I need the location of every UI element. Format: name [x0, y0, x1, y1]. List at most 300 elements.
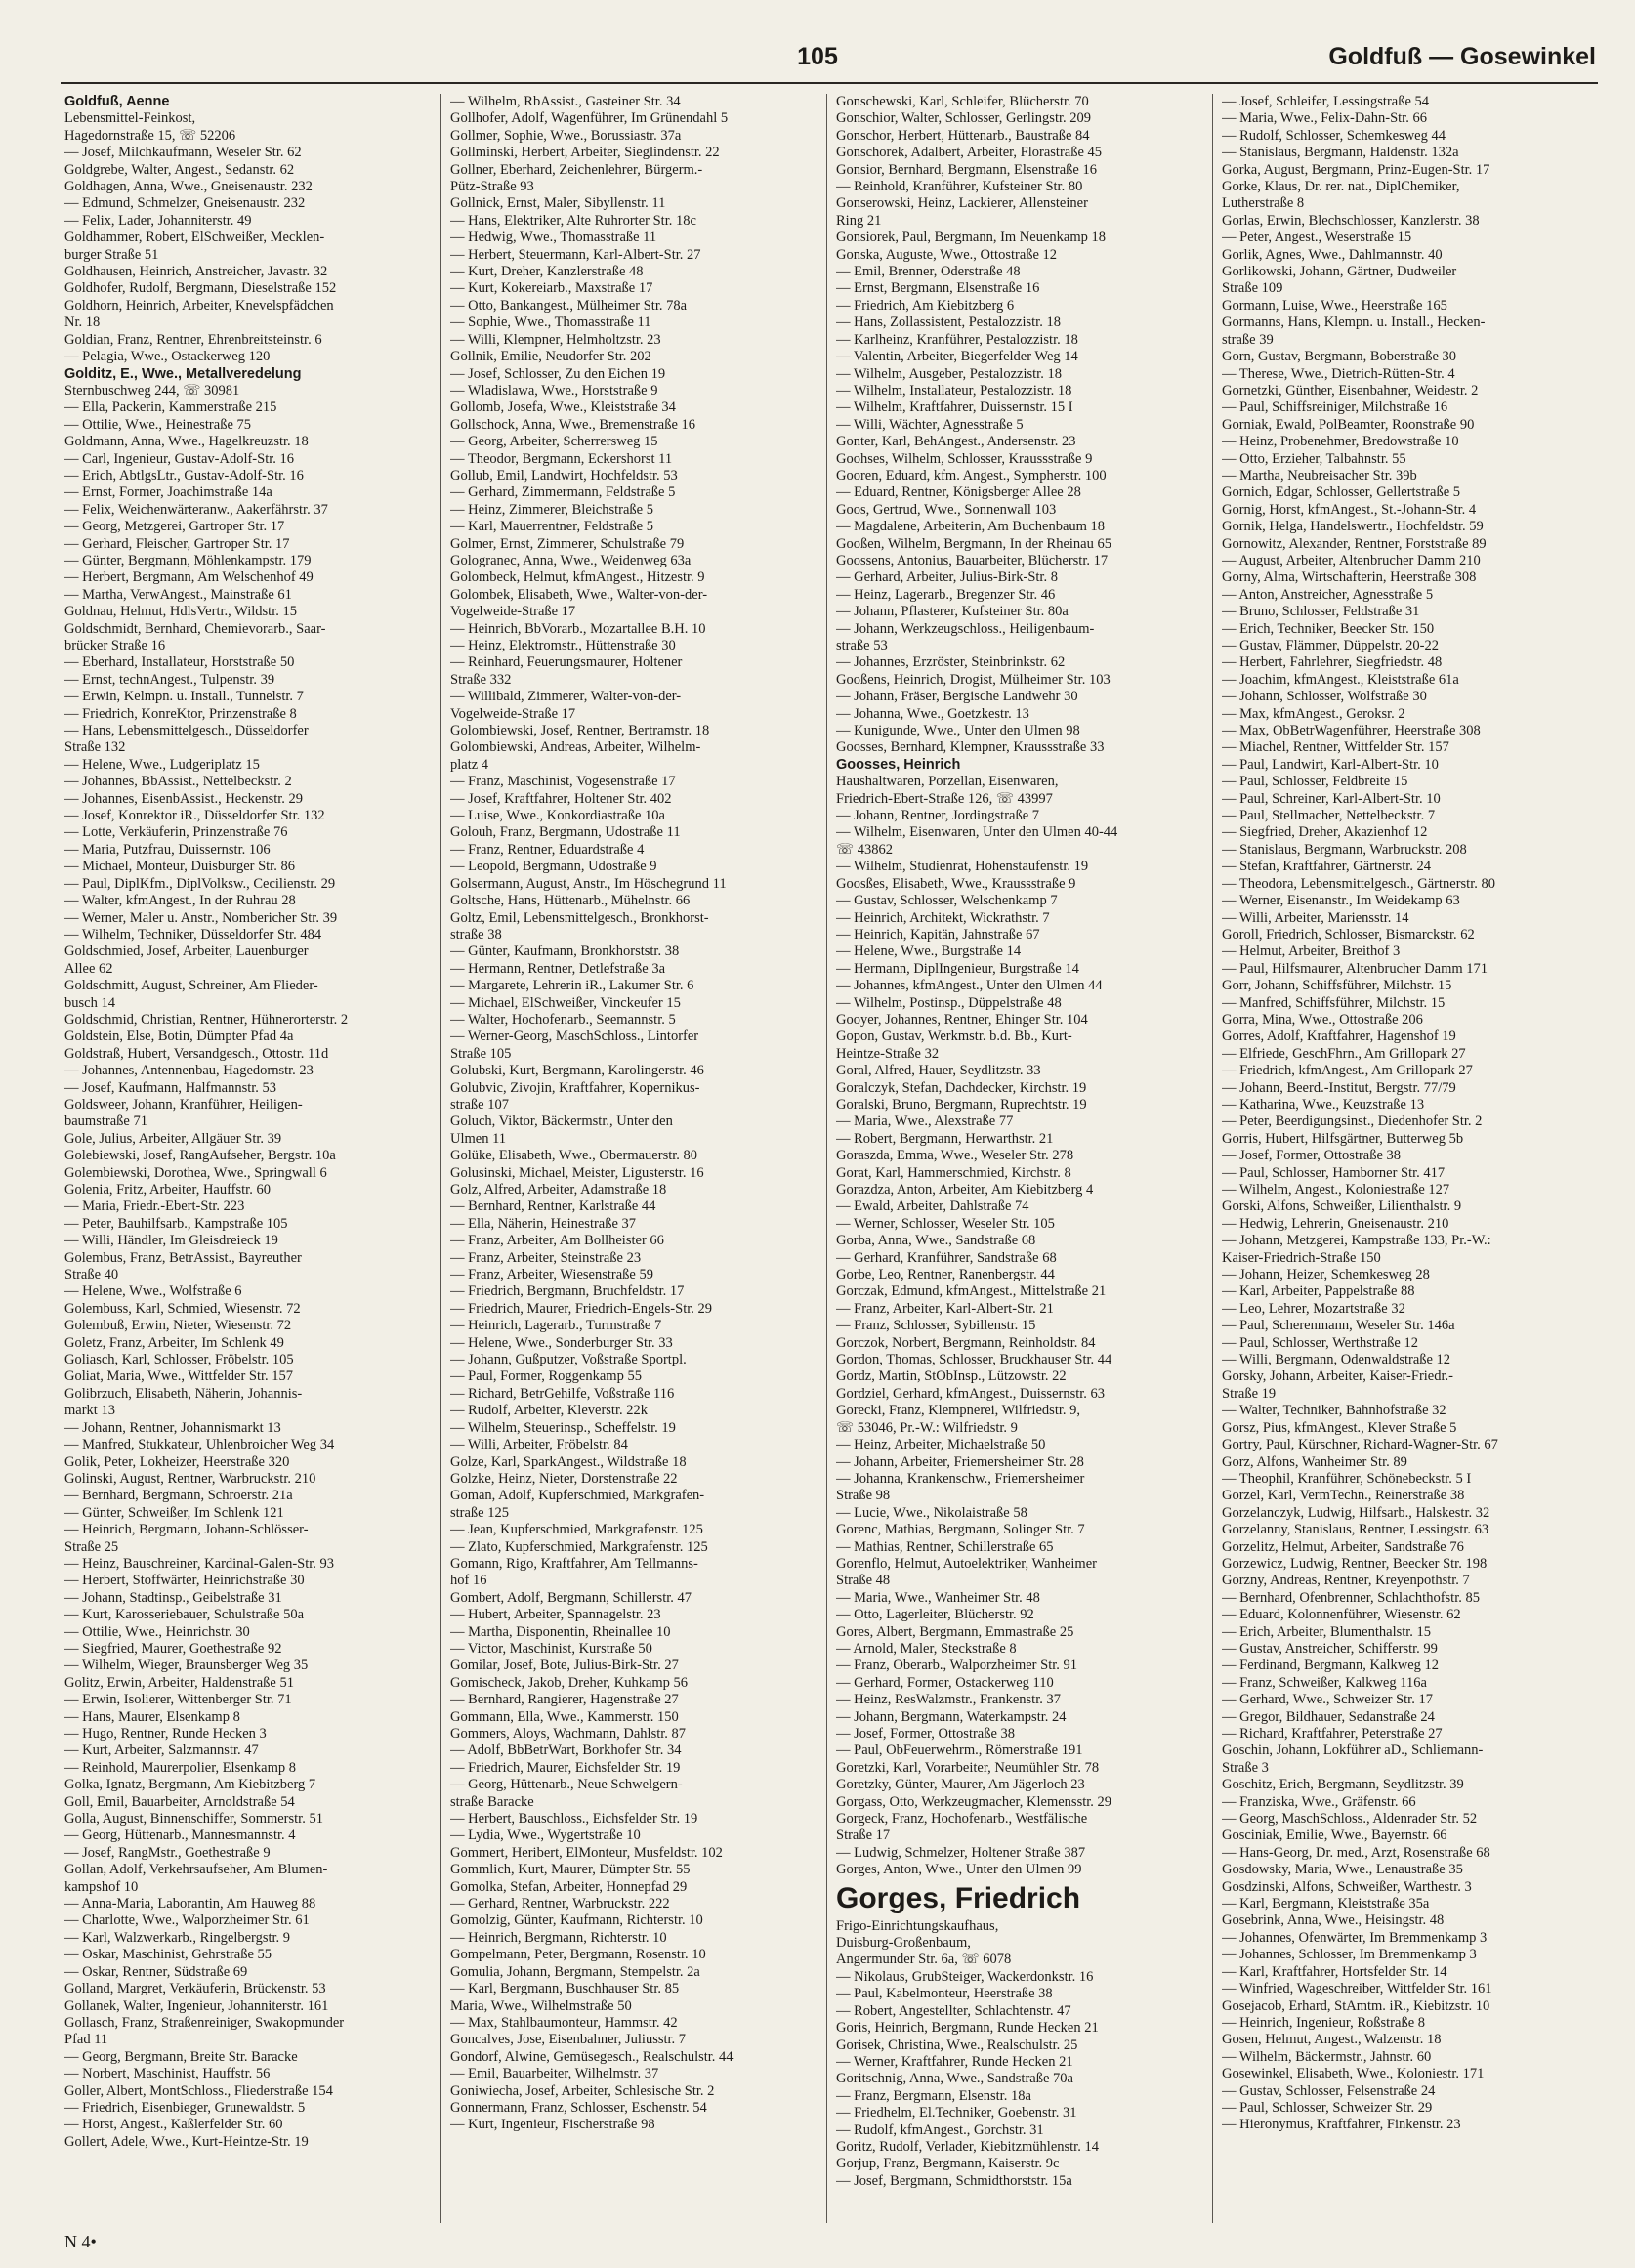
directory-entry: straße 39 — [1222, 331, 1274, 348]
directory-entry: burger Straße 51 — [64, 246, 159, 263]
directory-entry: Goliasch, Karl, Schlosser, Fröbelstr. 105 — [64, 1352, 294, 1368]
directory-entry: Gornik, Helga, Handelswertr., Hochfeldstr. 59 — [1222, 519, 1484, 535]
directory-entry: Vogelweide-Straße 17 — [450, 705, 576, 722]
directory-entry: Gorzelitz, Helmut, Arbeiter, Sandstraße 76 — [1222, 1538, 1464, 1555]
directory-entry: — Wilhelm, RbAssist., Gasteiner Str. 34 — [450, 94, 681, 109]
directory-entry: — Johann, Rentner, Jordingstraße 7 — [836, 808, 1040, 824]
directory-entry: — Heinz, Bauschreiner, Kardinal-Galen-Str. 93 — [64, 1555, 335, 1572]
directory-entry: — Eduard, Kolonnenführer, Wiesenstr. 62 — [1222, 1607, 1461, 1623]
directory-entry: — Gustav, Anstreicher, Schifferstr. 99 — [1222, 1640, 1438, 1657]
directory-entry: Golusinski, Michael, Meister, Ligusterstr. 16 — [450, 1164, 704, 1181]
column-3 — [826, 94, 1212, 2223]
directory-entry: — Michael, Monteur, Duisburger Str. 86 — [64, 859, 295, 875]
directory-entry: — Emil, Bauarbeiter, Wilhelmstr. 37 — [450, 2066, 659, 2082]
directory-entry: — Franziska, Wwe., Gräfenstr. 66 — [1222, 1793, 1416, 1810]
directory-entry: — Paul, Stellmacher, Nettelbeckstr. 7 — [1222, 808, 1436, 824]
directory-entry: — Max, kfmAngest., Geroksr. 2 — [1222, 705, 1405, 722]
directory-entry: Golz, Alfred, Arbeiter, Adamstraße 18 — [450, 1182, 667, 1197]
directory-entry: — Stefan, Kraftfahrer, Gärtnerstr. 24 — [1222, 859, 1432, 875]
directory-entry: — Hedwig, Wwe., Thomasstraße 11 — [450, 230, 657, 246]
directory-entry: Gorenflo, Helmut, Autoelektriker, Wanheimer — [836, 1555, 1097, 1572]
directory-entry: Straße 3 — [1222, 1759, 1269, 1776]
directory-entry: — Gustav, Schlosser, Felsenstraße 24 — [1222, 2082, 1436, 2099]
directory-entry: — Georg, Metzgerei, Gartroper Str. 17 — [64, 519, 285, 535]
directory-entry: — Paul, Schlosser, Werthstraße 12 — [1222, 1334, 1418, 1351]
directory-entry: Golombiewski, Josef, Rentner, Bertramstr. 18 — [450, 723, 710, 739]
directory-entry: — Miachel, Rentner, Wittfelder Str. 157 — [1222, 739, 1449, 756]
directory-entry: — Gregor, Bildhauer, Sedanstraße 24 — [1222, 1708, 1435, 1725]
directory-entry: — Bernhard, Ofenbrenner, Schlachthofstr. 85 — [1222, 1589, 1480, 1606]
directory-entry: — Bernhard, Bergmann, Schroerstr. 21a — [64, 1488, 293, 1504]
directory-entry: — Anton, Anstreicher, Agnesstraße 5 — [1222, 586, 1434, 603]
directory-entry: — Heinz, Elektromstr., Hüttenstraße 30 — [450, 638, 676, 653]
directory-entry: — Walter, Hochofenarb., Seemannstr. 5 — [450, 1011, 676, 1028]
directory-entry: markt 13 — [64, 1403, 115, 1419]
directory-entry: Goralski, Bruno, Bergmann, Ruprechtstr. 19 — [836, 1096, 1087, 1113]
directory-entry: straße 107 — [450, 1096, 509, 1113]
directory-entry: — Ernst, Former, Joachimstraße 14a — [64, 484, 272, 501]
directory-entry: Straße 105 — [450, 1045, 512, 1062]
directory-entry: Gorgass, Otto, Werkzeugmacher, Klemensstr. 29 — [836, 1793, 1112, 1810]
directory-entry: — Wilhelm, Ausgeber, Pestalozzistr. 18 — [836, 365, 1062, 382]
directory-entry: — Helene, Wwe., Burgstraße 14 — [836, 944, 1022, 960]
directory-entry: Goldmann, Anna, Wwe., Hagelkreuzstr. 18 — [64, 434, 309, 450]
directory-entry: Gosewinkel, Elisabeth, Wwe., Koloniestr. 171 — [1222, 2066, 1485, 2082]
directory-entry: Gosciniak, Emilie, Wwe., Bayernstr. 66 — [1222, 1827, 1447, 1844]
directory-entry: Gordz, Martin, StObInsp., Lützowstr. 22 — [836, 1368, 1067, 1385]
directory-entry: Gosebrink, Anna, Wwe., Heisingstr. 48 — [1222, 1912, 1445, 1929]
directory-entry: Gonserowski, Heinz, Lackierer, Allensteiner — [836, 195, 1088, 212]
directory-entry: — Hans, Elektriker, Alte Ruhrorter Str. 18c — [450, 212, 696, 229]
directory-entry: — Arnold, Maler, Steckstraße 8 — [836, 1640, 1017, 1657]
directory-entry: Straße 17 — [836, 1827, 891, 1844]
directory-entry: Goldhofer, Rudolf, Bergmann, Dieselstraße 152 — [64, 280, 337, 297]
directory-entry: — Ella, Näherin, Heinestraße 37 — [450, 1215, 637, 1232]
directory-entry: brücker Straße 16 — [64, 638, 166, 653]
directory-entry: — Wilhelm, Steuerinsp., Scheffelstr. 19 — [450, 1419, 676, 1436]
directory-entry: Straße 109 — [1222, 280, 1283, 297]
directory-entry: — Michael, ElSchweißer, Vinckeufer 15 — [450, 994, 681, 1011]
directory-entry: Gorsz, Pius, kfmAngest., Klever Straße 5 — [1222, 1419, 1457, 1436]
directory-entry: — Willi, Arbeiter, Mariensstr. 14 — [1222, 909, 1409, 926]
directory-entry: Gollnik, Emilie, Neudorfer Str. 202 — [450, 349, 651, 365]
directory-entry: Gomischeck, Jakob, Dreher, Kuhkamp 56 — [450, 1674, 689, 1691]
directory-entry: — Friedrich, Am Kiebitzberg 6 — [836, 297, 1015, 314]
directory-entry: — Paul, Kabelmonteur, Heerstraße 38 — [836, 1986, 1053, 2002]
directory-entry: — Erich, Arbeiter, Blumenthalstr. 15 — [1222, 1623, 1432, 1640]
directory-entry: — Max, Stahlbaumonteur, Hammstr. 42 — [450, 2014, 678, 2031]
directory-entry: — Lucie, Wwe., Nikolaistraße 58 — [836, 1504, 1027, 1521]
directory-entry: Gollasch, Franz, Straßenreiniger, Swakopmunder — [64, 2014, 345, 2031]
directory-entry: Gomolzig, Günter, Kaufmann, Richterstr. 10 — [450, 1912, 703, 1929]
directory-entry: — Wilhelm, Installateur, Pestalozzistr. 18 — [836, 382, 1072, 399]
directory-entry: — Winfried, Wageschreiber, Wittfelder Str. 161 — [1222, 1981, 1492, 1997]
directory-entry: — Johannes, Ofenwärter, Im Bremmenkamp 3 — [1222, 1929, 1488, 1946]
directory-entry: — Willi, Klempner, Helmholtzstr. 23 — [450, 331, 661, 348]
directory-entry: — Martha, Disponentin, Rheinallee 10 — [450, 1623, 671, 1640]
directory-entry: — Lotte, Verkäuferin, Prinzenstraße 76 — [64, 824, 288, 841]
directory-entry: — Johannes, BbAssist., Nettelbeckstr. 2 — [64, 774, 292, 790]
directory-entry: — Friedrich, kfmAngest., Am Grillopark 27 — [1222, 1063, 1473, 1079]
directory-entry: — Felix, Weichenwärteranw., Aakerfährstr. 37 — [64, 501, 328, 518]
directory-entry: Gomilar, Josef, Bote, Julius-Birk-Str. 27 — [450, 1658, 679, 1674]
directory-entry: Gordon, Thomas, Schlosser, Bruckhauser Str. 44 — [836, 1352, 1112, 1368]
directory-entry: — Peter, Bauhilfsarb., Kampstraße 105 — [64, 1215, 288, 1232]
directory-entry: — Maria, Wwe., Felix-Dahn-Str. 66 — [1222, 110, 1427, 127]
directory-entry: Golzke, Heinz, Nieter, Dorstenstraße 22 — [450, 1470, 678, 1487]
directory-entry: — Peter, Angest., Weserstraße 15 — [1222, 230, 1412, 246]
directory-entry: — Werner, Maler u. Anstr., Nombericher Str. 39 — [64, 909, 338, 926]
directory-entry: Friedrich-Ebert-Straße 126, ☏ 43997 — [836, 790, 1053, 807]
directory-entry: — Josef, Kaufmann, Halfmannstr. 53 — [64, 1079, 277, 1096]
directory-entry: — Friedhelm, El.Techniker, Goebenstr. 31 — [836, 2105, 1077, 2121]
directory-entry: — Hermann, Rentner, Detlefstraße 3a — [450, 960, 666, 977]
directory-entry: straße 125 — [450, 1504, 509, 1521]
directory-entry: Golubvic, Zivojin, Kraftfahrer, Kopernikus- — [450, 1079, 700, 1096]
directory-entry: — Rudolf, Arbeiter, Kleverstr. 22k — [450, 1403, 648, 1419]
directory-entry: — Paul, Landwirt, Karl-Albert-Str. 10 — [1222, 756, 1439, 773]
directory-entry: Gollanek, Walter, Ingenieur, Johanniterstr. 161 — [64, 1997, 329, 2014]
directory-entry: — Ludwig, Schmelzer, Holtener Straße 387 — [836, 1844, 1086, 1861]
directory-entry: — Kurt, Ingenieur, Fischerstraße 98 — [450, 2117, 655, 2133]
directory-entry: — Paul, ObFeuerwehrm., Römerstraße 191 — [836, 1743, 1083, 1759]
directory-entry: Straße 132 — [64, 739, 126, 756]
directory-entry: Gonnermann, Franz, Schlosser, Eschenstr. 54 — [450, 2099, 707, 2116]
directory-entry: — Victor, Maschinist, Kurstraße 50 — [450, 1640, 652, 1657]
directory-entry: — Eberhard, Installateur, Horststraße 50 — [64, 654, 295, 671]
directory-entry: Gorecki, Franz, Klempnerei, Wilfriedstr. 9, — [836, 1403, 1081, 1419]
directory-entry: Goldschmid, Christian, Rentner, Hühnerorterstr. 2 — [64, 1011, 349, 1028]
directory-entry: — Hedwig, Lehrerin, Gneisenaustr. 210 — [1222, 1215, 1449, 1232]
directory-entry: Gorlikowski, Johann, Gärtner, Dudweiler — [1222, 264, 1457, 280]
directory-entry: — Herbert, Bergmann, Am Welschenhof 49 — [64, 569, 314, 586]
directory-entry: Gosejacob, Erhard, StAmtm. iR., Kiebitzstr. 10 — [1222, 1997, 1490, 2014]
directory-entry: Golebiewski, Josef, RangAufseher, Bergstr. 10a — [64, 1148, 336, 1164]
directory-entry: — Karlheinz, Kranführer, Pestalozzistr. 18 — [836, 331, 1078, 348]
directory-entry: straße Baracke — [450, 1793, 534, 1810]
directory-entry: — Wladislawa, Wwe., Horststraße 9 — [450, 382, 658, 399]
directory-entry: — Georg, Hüttenarb., Mannesmannstr. 4 — [64, 1827, 296, 1844]
directory-entry: Gomann, Rigo, Kraftfahrer, Am Tellmanns- — [450, 1555, 698, 1572]
directory-entry: — Heinz, ResWalzmstr., Frankenstr. 37 — [836, 1692, 1061, 1708]
directory-entry: — Johann, Heizer, Schemkesweg 28 — [1222, 1267, 1430, 1283]
directory-entry: — Wilhelm, Postinsp., Düppelstraße 48 — [836, 994, 1062, 1011]
directory-entry: — Helene, Wwe., Sonderburger Str. 33 — [450, 1334, 673, 1351]
directory-entry: straße 53 — [836, 638, 888, 653]
directory-entry: — Willi, Bergmann, Odenwaldstraße 12 — [1222, 1352, 1451, 1368]
directory-entry: Gorges, Anton, Wwe., Unter den Ulmen 99 — [836, 1862, 1082, 1878]
directory-entry: Gomolka, Stefan, Arbeiter, Honnepfad 29 — [450, 1878, 688, 1895]
directory-entry: Gorski, Alfons, Schweißer, Lilienthalstr. 9 — [1222, 1198, 1462, 1215]
directory-entry: — Günter, Schweißer, Im Schlenk 121 — [64, 1504, 284, 1521]
directory-entry: Gornig, Horst, kfmAngest., St.-Johann-Str. 4 — [1222, 501, 1477, 518]
directory-entry: Frigo-Einrichtungskaufhaus, — [836, 1917, 999, 1934]
directory-entry: Angermunder Str. 6a, ☏ 6078 — [836, 1952, 1012, 1968]
directory-entry: Gorny, Alma, Wirtschafterin, Heerstraße 308 — [1222, 569, 1477, 586]
directory-entry: Gorbe, Leo, Rentner, Ranenbergstr. 44 — [836, 1267, 1055, 1283]
directory-entry: — Georg, MaschSchloss., Aldenrader Str. 52 — [1222, 1811, 1478, 1827]
directory-entry: — Bernhard, Rangierer, Hagenstraße 27 — [450, 1692, 679, 1708]
directory-entry: — Johannes, EisenbAssist., Heckenstr. 29 — [64, 790, 304, 807]
directory-entry: — Ewald, Arbeiter, Dahlstraße 74 — [836, 1198, 1029, 1215]
directory-entry: — Josef, Kraftfahrer, Holtener Str. 402 — [450, 790, 672, 807]
directory-entry: Gomulia, Johann, Bergmann, Stempelstr. 2a — [450, 1963, 700, 1980]
directory-entry: busch 14 — [64, 994, 115, 1011]
directory-entry: Gollmer, Sophie, Wwe., Borussiastr. 37a — [450, 127, 682, 144]
directory-entry: Gorka, August, Bergmann, Prinz-Eugen-Str. 17 — [1222, 161, 1490, 178]
directory-entry: Gonschorek, Adalbert, Arbeiter, Florastraße 45 — [836, 145, 1103, 161]
directory-entry: — Paul, Schlosser, Schweizer Str. 29 — [1222, 2099, 1433, 2116]
directory-entry: — Kurt, Karosseriebauer, Schulstraße 50a — [64, 1607, 305, 1623]
directory-entry: — Werner-Georg, MaschSchloss., Lintorfer — [450, 1029, 699, 1045]
directory-entry: Golik, Peter, Lokheizer, Heerstraße 320 — [64, 1453, 290, 1470]
directory-entry: Goldhagen, Anna, Wwe., Gneisenaustr. 232 — [64, 179, 313, 195]
directory-entry: Golibrzuch, Elisabeth, Näherin, Johannis- — [64, 1385, 303, 1402]
directory-entry: Golka, Ignatz, Bergmann, Am Kiebitzberg 7 — [64, 1777, 316, 1793]
directory-entry: Goroll, Friedrich, Schlosser, Bismarckstr. 62 — [1222, 926, 1475, 943]
directory-entry: Gosdzinski, Alfons, Schweißer, Warthestr. 3 — [1222, 1878, 1472, 1895]
directory-entry: Goncalves, Jose, Eisenbahner, Juliusstr. 7 — [450, 2032, 687, 2048]
directory-entry: — Günter, Kaufmann, Bronkhorststr. 38 — [450, 944, 680, 960]
directory-entry: ☏ 43862 — [836, 841, 894, 858]
directory-entry: — Magdalene, Arbeiterin, Am Buchenbaum 18 — [836, 519, 1106, 535]
directory-entry: — Manfred, Stukkateur, Uhlenbroicher Weg 34 — [64, 1437, 335, 1453]
directory-entry: Gorat, Karl, Hammerschmied, Kirchstr. 8 — [836, 1164, 1071, 1181]
directory-entry: — Zlato, Kupferschmied, Markgrafenstr. 125 — [450, 1538, 708, 1555]
directory-entry: — Theodora, Lebensmittelgesch., Gärtnerstr. 80 — [1222, 875, 1495, 892]
directory-entry: Gooßen, Wilhelm, Bergmann, In der Rheinau 65 — [836, 535, 1111, 552]
directory-entry: — Gerhard, Kranführer, Sandstraße 68 — [836, 1249, 1057, 1266]
directory-entry: — Erwin, Kelmpn. u. Install., Tunnelstr. 7 — [64, 689, 304, 705]
directory-entry: — Gustav, Flämmer, Düppelstr. 20-22 — [1222, 638, 1439, 653]
directory-entry: — Bernhard, Rentner, Karlstraße 44 — [450, 1198, 656, 1215]
directory-entry: — Gerhard, Zimmermann, Feldstraße 5 — [450, 484, 676, 501]
directory-entry: — Wilhelm, Angest., Koloniestraße 127 — [1222, 1182, 1450, 1197]
directory-entry: — Heinrich, Architekt, Wickrathstr. 7 — [836, 909, 1050, 926]
directory-entry: — Werner, Eisenanstr., Im Weidekamp 63 — [1222, 893, 1460, 909]
directory-entry: Sternbuschweg 244, ☏ 30981 — [64, 382, 240, 399]
directory-entry: — Eduard, Rentner, Königsberger Allee 28 — [836, 484, 1081, 501]
directory-entry: — Gerhard, Arbeiter, Julius-Birk-Str. 8 — [836, 569, 1058, 586]
directory-entry: Gorisek, Christina, Wwe., Realschulstr. 25 — [836, 2037, 1078, 2053]
directory-entry: Goritz, Rudolf, Verlader, Kiebitzmühlenstr. 14 — [836, 2138, 1099, 2155]
directory-entry: Goldhausen, Heinrich, Anstreicher, Javastr. 32 — [64, 264, 328, 280]
directory-entry: Ring 21 — [836, 212, 882, 229]
directory-entry: Golüke, Elisabeth, Wwe., Obermauerstr. 80 — [450, 1148, 698, 1164]
directory-entry: — Kurt, Arbeiter, Salzmannstr. 47 — [64, 1743, 259, 1759]
directory-entry: Goldian, Franz, Rentner, Ehrenbreitsteinstr. 6 — [64, 331, 322, 348]
directory-entry: — Erich, AbtlgsLtr., Gustav-Adolf-Str. 16 — [64, 467, 304, 483]
directory-entry: — Ernst, technAngest., Tulpenstr. 39 — [64, 671, 275, 688]
directory-entry: Goossens, Antonius, Bauarbeiter, Blücherstr. 17 — [836, 552, 1109, 568]
directory-entry: — Valentin, Arbeiter, Biegerfelder Weg 14 — [836, 349, 1078, 365]
directory-entry: Gorazdza, Anton, Arbeiter, Am Kiebitzberg 4 — [836, 1182, 1094, 1197]
directory-entry: Straße 19 — [1222, 1385, 1277, 1402]
directory-entry: — Wilhelm, Techniker, Düsseldorfer Str. 484 — [64, 926, 322, 943]
directory-entry: Gorris, Hubert, Hilfsgärtner, Butterweg 5b — [1222, 1130, 1464, 1147]
directory-entry: — Friedrich, Eisenbieger, Grunewaldstr. 5 — [64, 2099, 306, 2116]
directory-entry: — Herbert, Bauschloss., Eichsfelder Str. 19 — [450, 1811, 698, 1827]
directory-entry: — Paul, Scherenmann, Weseler Str. 146a — [1222, 1318, 1455, 1334]
directory-entry: — Katharina, Wwe., Keuzstraße 13 — [1222, 1096, 1425, 1113]
directory-entry: Goos, Gertrud, Wwe., Sonnenwall 103 — [836, 501, 1057, 518]
directory-entry: Gooßens, Heinrich, Drogist, Mülheimer Str. 103 — [836, 671, 1111, 688]
directory-entry: — Theophil, Kranführer, Schönebeckstr. 5 I — [1222, 1470, 1472, 1487]
directory-entry: — Oskar, Rentner, Südstraße 69 — [64, 1963, 248, 1980]
directory-entry: Goldhammer, Robert, ElSchweißer, Mecklen- — [64, 230, 325, 246]
header-rule — [61, 82, 1598, 84]
directory-entry: Ulmen 11 — [450, 1130, 507, 1147]
directory-entry: — Johanna, Krankenschw., Friemersheimer — [836, 1470, 1085, 1487]
directory-entry: Straße 98 — [836, 1488, 891, 1504]
directory-entry: Goretzki, Karl, Vorarbeiter, Neumühler Str. 78 — [836, 1759, 1100, 1776]
directory-entry: — Manfred, Schiffsführer, Milchstr. 15 — [1222, 994, 1446, 1011]
directory-entry: Goldsweer, Johann, Kranführer, Heiligen- — [64, 1096, 303, 1113]
directory-entry: — Wilhelm, Studienrat, Hohenstaufenstr. 19 — [836, 859, 1089, 875]
directory-entry: — Franz, Schweißer, Kalkweg 116a — [1222, 1674, 1427, 1691]
directory-entry: Golembuss, Karl, Schmied, Wiesenstr. 72 — [64, 1300, 301, 1317]
directory-entry: — Kurt, Kokereiarb., Maxstraße 17 — [450, 280, 653, 297]
directory-entry: — Hans, Zollassistent, Pestalozzistr. 18 — [836, 315, 1061, 331]
directory-entry: Goldschmitt, August, Schreiner, Am Flieder- — [64, 978, 318, 994]
directory-entry: — Otto, Bankangest., Mülheimer Str. 78a — [450, 297, 688, 314]
directory-entry: Goralczyk, Stefan, Dachdecker, Kirchstr. 19 — [836, 1079, 1087, 1096]
directory-entry: — Gustav, Schlosser, Welschenkamp 7 — [836, 893, 1058, 909]
directory-entry: Goschin, Johann, Lokführer aD., Schliemann- — [1222, 1743, 1484, 1759]
directory-entry: — Walter, kfmAngest., In der Ruhrau 28 — [64, 893, 296, 909]
directory-entry: — Ella, Packerin, Kammerstraße 215 — [64, 399, 277, 416]
directory-entry: Gollminski, Herbert, Arbeiter, Sieglindenstr. 22 — [450, 145, 720, 161]
directory-entry: — Werner, Schlosser, Weseler Str. 105 — [836, 1215, 1055, 1232]
directory-entry: Gommann, Ella, Wwe., Kammerstr. 150 — [450, 1708, 679, 1725]
directory-entry: — Reinhard, Feuerungsmaurer, Holtener — [450, 654, 683, 671]
directory-entry: — Heinz, Arbeiter, Michaelstraße 50 — [836, 1437, 1046, 1453]
directory-entry: Gompelmann, Peter, Bergmann, Rosenstr. 10 — [450, 1947, 706, 1963]
directory-entry: — Stanislaus, Bergmann, Haldenstr. 132a — [1222, 145, 1459, 161]
directory-entry: — Paul, DiplKfm., DiplVolksw., Cecilienstr. 29 — [64, 875, 336, 892]
directory-entry: Gondorf, Alwine, Gemüsegesch., Realschulstr. 44 — [450, 2048, 734, 2065]
directory-entry: Goral, Alfred, Hauer, Seydlitzstr. 33 — [836, 1063, 1041, 1079]
directory-entry: — Therese, Wwe., Dietrich-Rütten-Str. 4 — [1222, 365, 1455, 382]
directory-entry: Golitz, Erwin, Arbeiter, Haldenstraße 51 — [64, 1674, 294, 1691]
directory-entry: — Johann, Beerd.-Institut, Bergstr. 77/79 — [1222, 1079, 1456, 1096]
directory-entry: Heintze-Straße 32 — [836, 1045, 940, 1062]
directory-entry: Gommlich, Kurt, Maurer, Dümpter Str. 55 — [450, 1862, 691, 1878]
directory-entry: — Josef, Former, Ottostraße 38 — [836, 1726, 1016, 1742]
directory-entry: Gole, Julius, Arbeiter, Allgäuer Str. 39 — [64, 1130, 282, 1147]
column-4 — [1212, 94, 1598, 2223]
directory-entry: — Emil, Brenner, Oderstraße 48 — [836, 264, 1021, 280]
directory-entry: Gonska, Auguste, Wwe., Ottostraße 12 — [836, 246, 1058, 263]
directory-entry: — Hubert, Arbeiter, Spannagelstr. 23 — [450, 1607, 661, 1623]
directory-entry: Straße 48 — [836, 1573, 891, 1589]
directory-entry: — Hans, Maurer, Elsenkamp 8 — [64, 1708, 240, 1725]
directory-entry: — Gerhard, Fleischer, Gartroper Str. 17 — [64, 535, 290, 552]
directory-entry: Gorenc, Mathias, Bergmann, Solinger Str. 7 — [836, 1522, 1085, 1538]
directory-entry: Maria, Wwe., Wilhelmstraße 50 — [450, 1997, 632, 2014]
directory-entry: — Maria, Wwe., Alexstraße 77 — [836, 1113, 1014, 1130]
directory-entry: — Franz, Bergmann, Elsenstr. 18a — [836, 2087, 1031, 2104]
directory-entry: — Heinrich, BbVorarb., Mozartallee B.H. 10 — [450, 620, 706, 637]
directory-entry: — Friedrich, KonreKtor, Prinzenstraße 8 — [64, 705, 297, 722]
directory-entry: — Heinrich, Kapitän, Jahnstraße 67 — [836, 926, 1040, 943]
directory-entry: — Johann, Fräser, Bergische Landwehr 30 — [836, 689, 1078, 705]
directory-entry: Goraszda, Emma, Wwe., Weseler Str. 278 — [836, 1148, 1074, 1164]
directory-entry: Pütz-Straße 93 — [450, 179, 534, 195]
directory-entry: Gorlas, Erwin, Blechschlosser, Kanzlerstr. 38 — [1222, 212, 1480, 229]
directory-entry: Goluch, Viktor, Bäckermstr., Unter den — [450, 1113, 673, 1130]
directory-entry: Gonsior, Bernhard, Bergmann, Elsenstraße 16 — [836, 161, 1097, 178]
directory-entry: Golland, Margret, Verkäuferin, Brückenstr. 53 — [64, 1981, 326, 1997]
directory-entry: Goltsche, Hans, Hüttenarb., Mühelnstr. 66 — [450, 893, 691, 909]
directory-entry: — Johann, Bergmann, Waterkampstr. 24 — [836, 1708, 1067, 1725]
directory-entry: — Paul, Former, Roggenkamp 55 — [450, 1368, 642, 1385]
directory-entry: — Hieronymus, Kraftfahrer, Finkenstr. 23 — [1222, 2117, 1461, 2133]
directory-entry: Gorra, Mina, Wwe., Ottostraße 206 — [1222, 1011, 1423, 1028]
directory-entry: — Franz, Arbeiter, Steinstraße 23 — [450, 1249, 642, 1266]
directory-entry: — Gerhard, Wwe., Schweizer Str. 17 — [1222, 1692, 1433, 1708]
directory-entry: Golembuß, Erwin, Nieter, Wiesenstr. 72 — [64, 1318, 292, 1334]
directory-entry: Vogelweide-Straße 17 — [450, 604, 576, 620]
directory-entry: Gosdowsky, Maria, Wwe., Lenaustraße 35 — [1222, 1862, 1463, 1878]
directory-entry: — Oskar, Maschinist, Gehrstraße 55 — [64, 1947, 272, 1963]
directory-entry: Gorlik, Agnes, Wwe., Dahlmannstr. 40 — [1222, 246, 1443, 263]
directory-entry: — Heinrich, Lagerarb., Turmstraße 7 — [450, 1318, 662, 1334]
directory-entry: Gormanns, Hans, Klempn. u. Install., Hecken- — [1222, 315, 1486, 331]
directory-entry: — Karl, Arbeiter, Pappelstraße 88 — [1222, 1283, 1415, 1300]
directory-entry: Golinski, August, Rentner, Warbruckstr. 210 — [64, 1470, 316, 1487]
directory-entry: — Franz, Arbeiter, Am Bollheister 66 — [450, 1233, 664, 1249]
directory-entry: Golenia, Fritz, Arbeiter, Hauffstr. 60 — [64, 1182, 271, 1197]
directory-entry: — Heinz, Lagerarb., Bregenzer Str. 46 — [836, 586, 1056, 603]
directory-entry: Goosses, Heinrich — [836, 756, 961, 773]
directory-entry: Gorczak, Edmund, kfmAngest., Mittelstraße 21 — [836, 1283, 1107, 1300]
directory-entry: Golsermann, August, Anstr., Im Höschegrund 11 — [450, 875, 727, 892]
directory-entry: Goldnau, Helmut, HdlsVertr., Wildstr. 15 — [64, 604, 297, 620]
directory-entry: — Johann, Metzgerei, Kampstraße 133, Pr.-W.: — [1222, 1233, 1491, 1249]
directory-entry: Goniwiecha, Josef, Arbeiter, Schlesische Str. 2 — [450, 2082, 715, 2099]
directory-entry: Pfad 11 — [64, 2032, 108, 2048]
directory-entry: — Heinz, Zimmerer, Bleichstraße 5 — [450, 501, 653, 518]
directory-entry: — Friedrich, Bergmann, Bruchfeldstr. 17 — [450, 1283, 685, 1300]
directory-entry: — Martha, Neubreisacher Str. 39b — [1222, 467, 1417, 483]
directory-entry: — Georg, Hüttenarb., Neue Schwelgern- — [450, 1777, 683, 1793]
directory-entry: Golombek, Elisabeth, Wwe., Walter-von-der- — [450, 586, 708, 603]
directory-entry: — Kurt, Dreher, Kanzlerstraße 48 — [450, 264, 644, 280]
directory-entry: — Edmund, Schmelzer, Gneisenaustr. 232 — [64, 195, 306, 212]
directory-entry: baumstraße 71 — [64, 1113, 147, 1130]
directory-entry: — Wilhelm, Kraftfahrer, Duissernstr. 15 I — [836, 399, 1073, 416]
directory-entry: — Martha, VerwAngest., Mainstraße 61 — [64, 586, 292, 603]
directory-entry: Gollan, Adolf, Verkehrsaufseher, Am Blumen- — [64, 1862, 328, 1878]
directory-entry: — Gerhard, Former, Ostackerweg 110 — [836, 1674, 1054, 1691]
directory-entry: — Hermann, DiplIngenieur, Burgstraße 14 — [836, 960, 1079, 977]
directory-entry: — Johann, Pflasterer, Kufsteiner Str. 80a — [836, 604, 1069, 620]
directory-entry: — Franz, Rentner, Eduardstraße 4 — [450, 841, 645, 858]
directory-entry: — Anna-Maria, Laborantin, Am Hauweg 88 — [64, 1896, 316, 1912]
directory-entry: — Willi, Arbeiter, Fröbelstr. 84 — [450, 1437, 628, 1453]
directory-columns — [64, 94, 1598, 2223]
directory-entry: — Herbert, Stoffwärter, Heinrichstraße 30 — [64, 1573, 305, 1589]
directory-entry: Gormann, Luise, Wwe., Heerstraße 165 — [1222, 297, 1447, 314]
directory-entry: Gorn, Gustav, Bergmann, Boberstraße 30 — [1222, 349, 1457, 365]
directory-entry: — Paul, Hilfsmaurer, Altenbrucher Damm 171 — [1222, 960, 1488, 977]
directory-entry: — August, Arbeiter, Altenbrucher Damm 210 — [1222, 552, 1481, 568]
directory-entry: Goldstraß, Hubert, Versandgesch., Ottostr. 11d — [64, 1045, 329, 1062]
directory-entry: Gorke, Klaus, Dr. rer. nat., DiplChemiker, — [1222, 179, 1460, 195]
directory-entry: platz 4 — [450, 756, 489, 773]
directory-entry: Gorges, Friedrich — [836, 1881, 1081, 1914]
